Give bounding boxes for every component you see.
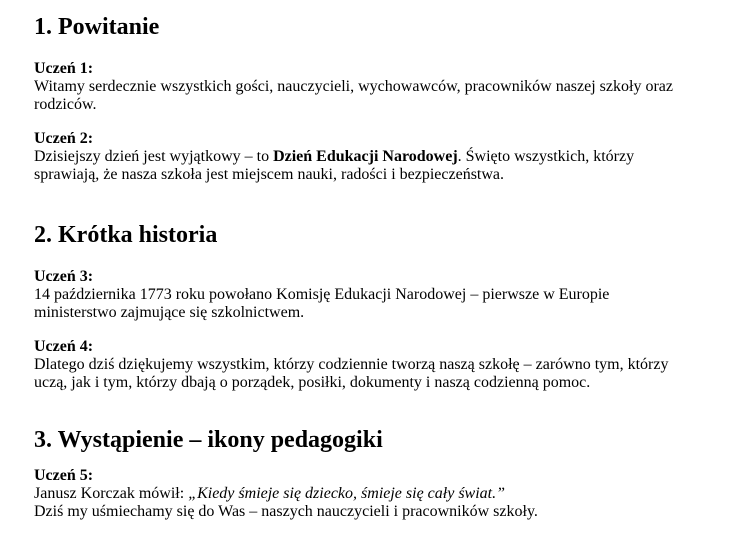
speaker-label: Uczeń 1:: [34, 60, 94, 77]
section-heading: 2. Krótka historia: [34, 222, 218, 248]
speech-text-line2: Dziś my uśmiechamy się do Was – naszych nauczycieli i pracowników szkoły.: [34, 503, 538, 520]
speech-uczen-2: [34, 130, 684, 184]
quote-text: „Kiedy śmieje się dziecko, śmieje się cały świat.”: [188, 485, 506, 502]
section-powitanie: [34, 12, 684, 196]
section-heading: 3. Wystąpienie – ikony pedagogiki: [34, 427, 383, 453]
speaker-label: Uczeń 3:: [34, 268, 94, 285]
section-krotka-historia: [34, 220, 684, 404]
speech-text: Witamy serdecznie wszystkich gości, nauczycieli, wychowawców, pracowników naszej szkoły oraz rodziców.: [34, 78, 673, 113]
speech-text-before: Janusz Korczak mówił:: [34, 485, 189, 502]
speech-text: 14 października 1773 roku powołano Komisję Edukacji Narodowej – pierwsze w Europie ministerstwo zajmujące się szkolnictwem.: [34, 286, 610, 321]
speech-text-bold: Dzień Edukacji Narodowej: [273, 148, 458, 165]
speaker-label: Uczeń 4:: [34, 338, 94, 355]
speech-text-before: Dzisiejszy dzień jest wyjątkowy – to: [34, 148, 274, 165]
speaker-label: Uczeń 5:: [34, 467, 94, 484]
speech-uczen-4: [34, 338, 684, 392]
section-wystapienie: [34, 425, 684, 533]
speech-text-after: . Święto wszystkich, którzy sprawiają, że nasza szkoła jest miejscem nauki, radości i bezpieczeństwa.: [34, 148, 635, 183]
speech-uczen-3: [34, 268, 684, 322]
section-heading: 1. Powitanie: [34, 14, 160, 40]
speech-uczen-1: [34, 60, 684, 114]
speech-text: Dlatego dziś dziękujemy wszystkim, którzy codziennie tworzą naszą szkołę – zarówno tym, którzy uczą, jak i tym, którzy dbają o porządek, posiłki, dokumenty i naszą codzienną pomoc.: [34, 356, 669, 391]
speech-uczen-5: [34, 467, 684, 521]
speaker-label: Uczeń 2:: [34, 130, 94, 147]
